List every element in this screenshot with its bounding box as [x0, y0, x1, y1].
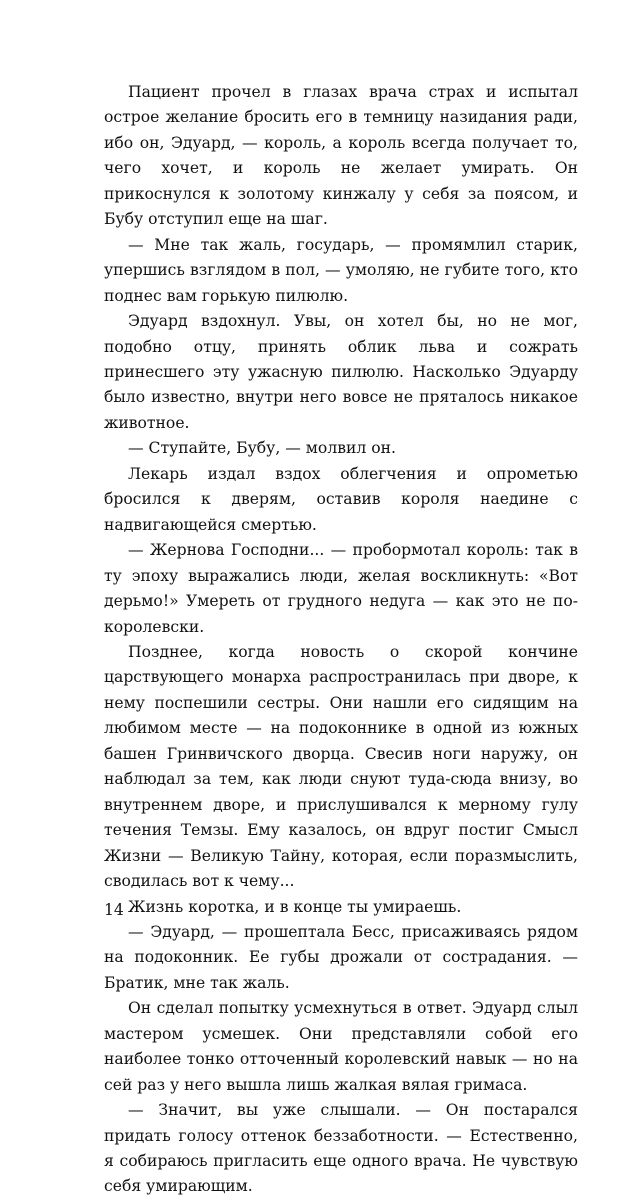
paragraph: — Ступайте, Бубу, — молвил он. [128, 439, 396, 458]
paragraph: — Эдуард, — прошептала Бесс, присаживаясь рядом на подоконник. Ее губы дрожали от сострадания. — Братик, мне так жаль. [104, 922, 578, 992]
paragraph: — Жернова Господни... — пробормотал король: так в ту эпоху выражались люди, желая воскликнуть: «Вот дерьмо!» Умереть от грудного недуга — как это не по-королевски. [104, 541, 578, 636]
paragraph: Эдуард вздохнул. Увы, он хотел бы, но не мог, подобно отцу, принять облик льва и сожрать принесшего эту ужасную пилюлю. Насколько Эдуарду было известно, внутри него вовсе не пряталось никакое животное. [104, 312, 578, 432]
paragraph: Лекарь издал вздох облегчения и опрометью бросился к дверям, оставив короля наедине с надвигающейся смертью. [104, 464, 578, 534]
paragraph: — Значит, вы уже слышали. — Он постарался придать голосу оттенок беззаботности. — Естественно, я собираюсь пригласить еще одного врача. Не чувствую себя умирающим. [104, 1101, 578, 1196]
page-number: 14 [104, 901, 124, 919]
paragraph: — Мне так жаль, государь, — промямлил старик, упершись взглядом в пол, — умоляю, не губите того, кто поднес вам горькую пилюлю. [104, 235, 578, 305]
paragraph: Позднее, когда новость о скорой кончине царствующего монарха распространилась при дворе, к нему поспешили сестры. Они нашли его сидящим на любимом месте — на подоконнике в одной из южных башен Гринвичского дворца. Свесив ноги наружу, он наблюдал за тем, как люди снуют туда-сюда внизу, во внутреннем дворе, и прислушивался к мерному гулу течения Темзы. Ему казалось, он вдруг постиг Смысл Жизни — Великую Тайну, которая, если поразмыслить, сводилась вот к чему... [104, 642, 578, 891]
paragraph: Он сделал попытку усмехнуться в ответ. Эдуард слыл мастером усмешек. Они представляли собой его наиболее тонко отточенный королевский навык — но на сей раз у него вышла лишь жалкая вялая гримаса. [104, 999, 578, 1094]
paragraph: Жизнь коротка, и в конце ты умираешь. [128, 897, 462, 916]
paragraph: Пациент прочел в глазах врача страх и испытал острое желание бросить его в темницу назидания ради, ибо он, Эдуард, — король, а король всегда получает то, чего хочет, и король не желает умирать. Он прикоснулся к золотому кинжалу у себя за поясом, и Бубу отступил еще на шаг. [104, 83, 578, 229]
body-text [104, 80, 578, 1200]
